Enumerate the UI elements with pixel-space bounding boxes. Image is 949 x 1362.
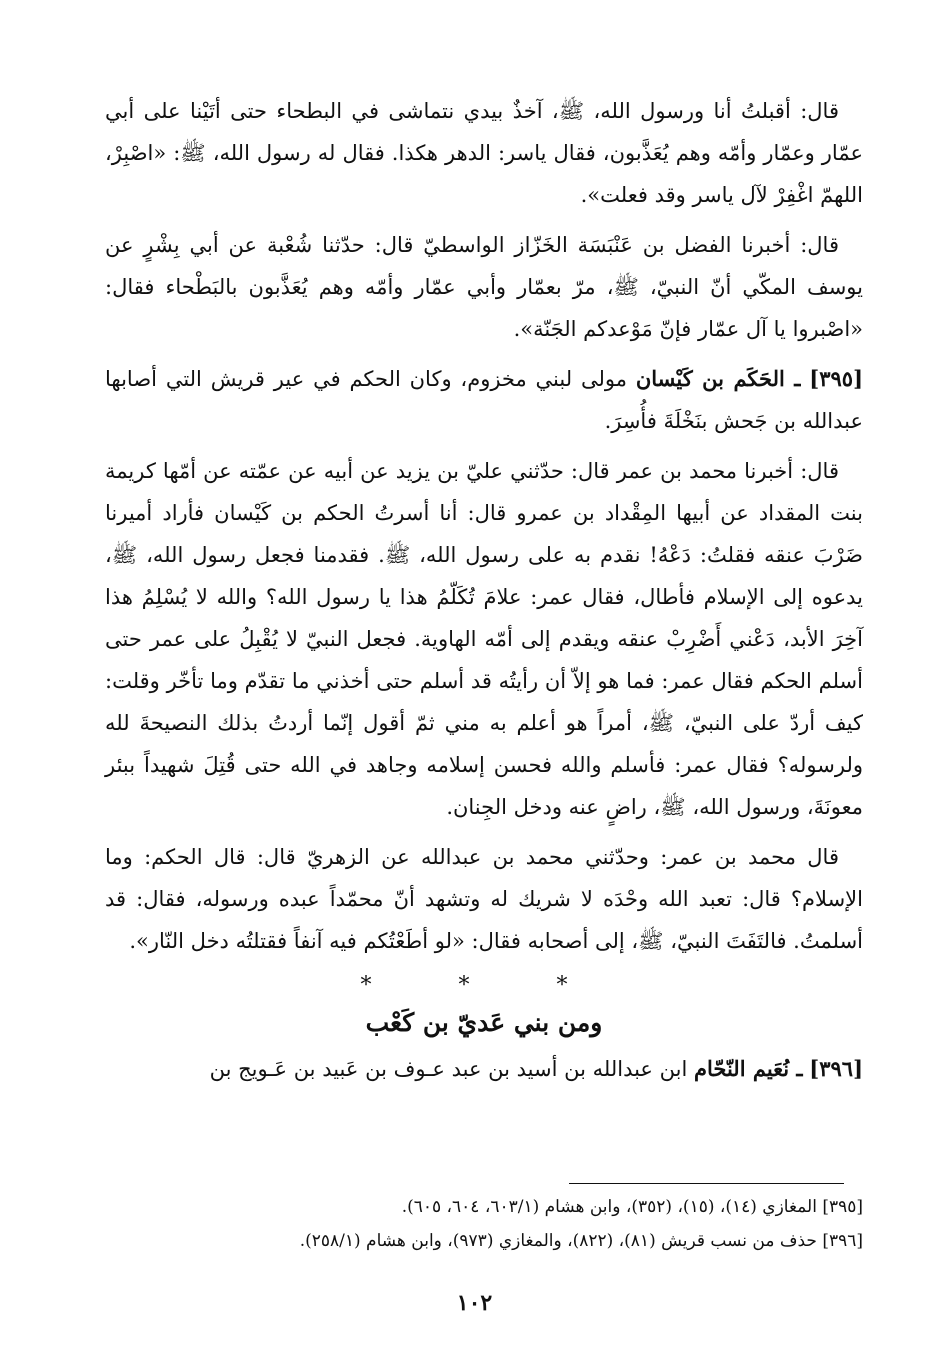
entry-number: [٣٩٥] [809, 366, 864, 391]
paragraph-4: قال محمد بن عمر: وحدّثني محمد بن عبدالله عن الزهريّ قال: قال الحكم: وما الإسلام؟ قال: تعبد الله وحْدَه لا شريك له وتشهد أنّ محمّداً عبده ورسوله، فقال: قد أسلمتُ. فالتَفَتَ النبيّ، ﷺ، إلى أصحابه فقال: «لو أطَعْتُكم فيه آنفاً فقتلتُه دخل النّار». [105, 845, 863, 953]
section-heading: ومن بني عَديّ بن كَعْب [365, 1008, 603, 1037]
entry-text: مولى لبني مخزوم، وكان الحكم في عير قريش التي أصابها عبدالله بن جَحش بنَخْلَةَ فأُسِرَ. [105, 367, 863, 433]
entry-number: [٣٩٦] [809, 1056, 863, 1081]
entry-name: ـ الحَكَم بن كَيْسان [635, 366, 801, 391]
section-divider-stars: * * * [360, 973, 608, 998]
paragraph-2: قال: أخبرنا الفضل بن عَنْبَسَة الخَزّاز الواسطيّ قال: حدّثنا شُعْبة عن أبي بِشْرٍ عن يوسف المكّي أنّ النبيّ، ﷺ، مرّ بعمّار وأبي عمّار وأمّه وهم يُعَذَّبون بالبَطْحاء فقال: «اصْبروا يا آل عمّار فإنّ مَوْعدكم الجَنّة». [105, 233, 863, 341]
page-number: ١٠٢ [456, 1290, 493, 1316]
entry-text: ابن عبدالله بن أسيد بن عبد عـوف بن عَبيد بن عَـويج بن [209, 1057, 688, 1081]
entry-395 [105, 358, 863, 442]
entry-396 [105, 1048, 863, 1090]
paragraph-1: قال: أقبلتُ أنا ورسول الله، ﷺ، آخذٌ بيدي نتماشى في البطحاء حتى أتَيْنا على أبي عمّار وعمّار وأمّه وهم يُعَذَّبون، فقال ياسر: الدهر هكذا. فقال له رسول الله، ﷺ: «اصْبِرْ، اللهمّ اغْفِرْ لآل ياسر وقد فعلت». [105, 99, 863, 207]
footnotes [105, 1190, 863, 1258]
page-body [105, 90, 863, 1098]
paragraph-3: قال: أخبرنا محمد بن عمر قال: حدّثني عليّ بن يزيد عن أبيه عن عمّته عن أمّها كريمة بنت المقداد عن أبيها المِقْداد بن عمرو قال: أنا أسرتُ الحكم بن كَيْسان فأراد أميرنا ضَرْبَ عنقه فقلتُ: دَعْهُ! نقدم به على رسول الله، ﷺ. فقدمنا فجعل رسول الله، ﷺ، يدعوه إلى الإسلام فأطال، فقال عمر: علامَ تُكَلّمُ هذا يا رسول الله؟ والله لا يُسْلِمُ هذا آخِرَ الأبد، دَعْني أَضْرِبْ عنقه ويقدم إلى أمّه الهاوية. فجعل النبيّ لا يُقْبِلُ على عمر حتى أسلم الحكم فقال عمر: فما هو إلاّ أن رأيتُه قد أسلم حتى أخذني ما تقدّم وما تأخّر وقلت: كيف أردّ على النبيّ، ﷺ، أمراً هو أعلم به مني ثمّ أقول إنّما أردتُ بذلك النصيحةَ لله ولرسوله؟ فقال عمر: فأسلم والله فحسن إسلامه وجاهد في الله حتى قُتِلَ شهيداً ببئر معونَةَ، ورسول الله، ﷺ، راضٍ عنه ودخل الجِنان. [105, 459, 863, 819]
footnote-395: [٣٩٥] المغازي (١٤)، (١٥)، (٣٥٢)، وابن هشام (٦٠٣/١، ٦٠٤، ٦٠٥). [401, 1197, 863, 1217]
entry-name: ـ نُعَيم النّحّام [694, 1056, 803, 1081]
footnote-396: [٣٩٦] حذف من نسب قريش (٨١)، (٨٢٢)، والمغازي (٩٧٣)، وابن هشام (٢٥٨/١). [299, 1231, 863, 1251]
footnote-divider [569, 1183, 844, 1184]
